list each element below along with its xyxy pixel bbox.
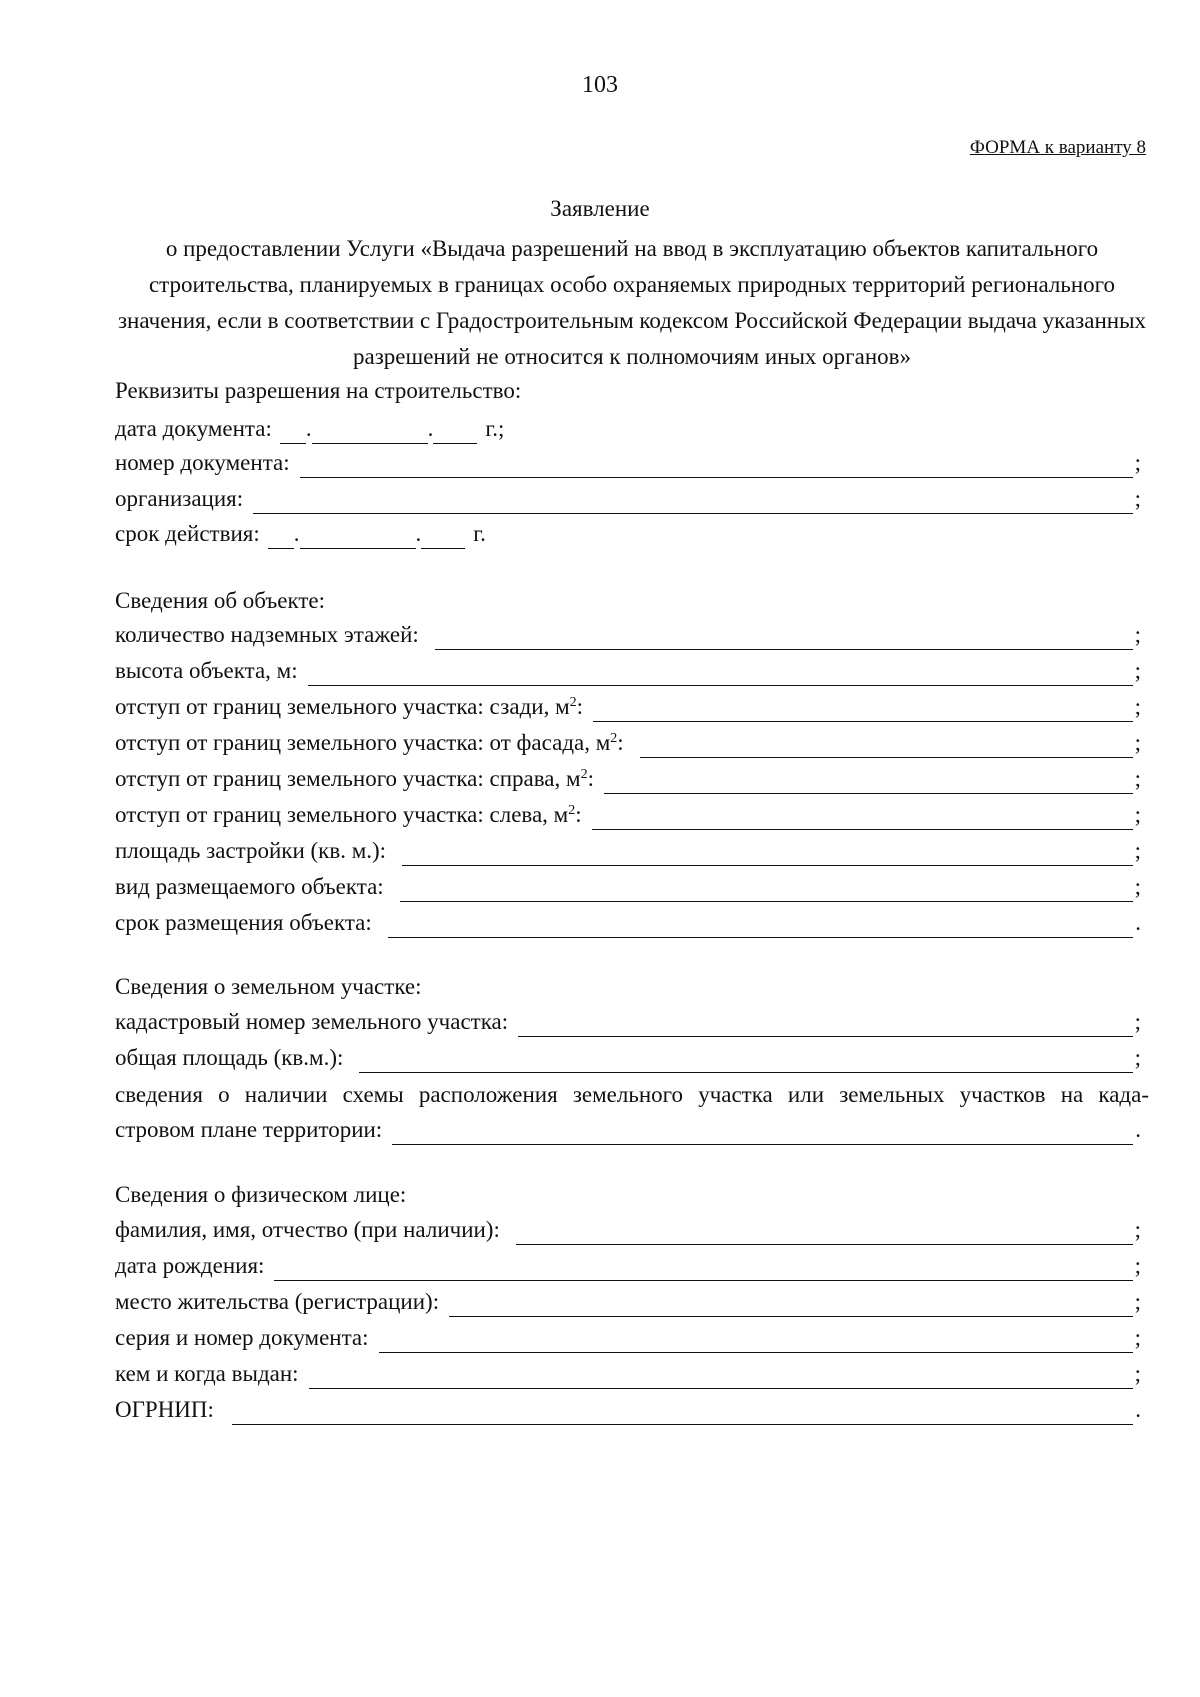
- area-label: общая площадь (кв.м.):: [115, 1045, 344, 1070]
- line-end: ;: [1134, 486, 1141, 511]
- line-end: ;: [1134, 1325, 1141, 1350]
- floors-input-line[interactable]: [435, 625, 1133, 650]
- line-end: ;: [1134, 1045, 1141, 1070]
- organization-input-line[interactable]: [253, 489, 1132, 514]
- cadastral-field[interactable]: [115, 1007, 1141, 1037]
- date-separator: .: [415, 521, 422, 546]
- birth-date-input-line[interactable]: [274, 1256, 1132, 1281]
- issued-input-line[interactable]: [309, 1364, 1133, 1389]
- line-end: ;: [1134, 874, 1141, 899]
- line-end: ;: [1134, 1217, 1141, 1242]
- birth-date-field[interactable]: [115, 1251, 1141, 1281]
- object-type-field[interactable]: [115, 872, 1141, 902]
- setback-rear-field[interactable]: [115, 692, 1141, 722]
- line-end: ;: [1134, 730, 1141, 755]
- page-number: 103: [582, 72, 618, 98]
- organization-label: организация:: [115, 486, 244, 511]
- doc-number-input-line[interactable]: [300, 453, 1133, 478]
- height-input-line[interactable]: [308, 661, 1133, 686]
- organization-field[interactable]: [115, 484, 1141, 514]
- setback-rear-label: отступ от границ земельного участка: сзади, $м^2$:: [115, 694, 584, 719]
- height-field[interactable]: [115, 656, 1141, 686]
- floors-label: количество надземных этажей:: [115, 622, 419, 647]
- scheme-note: сведения о наличии схемы расположения земельного участка или земельных участков на када-: [115, 1082, 1149, 1107]
- line-end: .: [1135, 910, 1141, 935]
- line-end: ;: [1134, 1009, 1141, 1034]
- line-end: ;: [1134, 450, 1141, 475]
- line-end: ;: [1134, 658, 1141, 683]
- validity-month-blank[interactable]: [300, 526, 416, 549]
- setback-left-input-line[interactable]: [592, 805, 1133, 830]
- placement-term-label: срок размещения объекта:: [115, 910, 372, 935]
- setback-left-field[interactable]: [115, 800, 1141, 830]
- validity-field[interactable]: [115, 519, 486, 549]
- doc-date-year-blank[interactable]: [433, 421, 477, 444]
- birth-date-label: дата рождения:: [115, 1253, 265, 1278]
- line-end: ;: [1134, 802, 1141, 827]
- residence-field[interactable]: [115, 1287, 1141, 1317]
- setback-front-input-line[interactable]: [640, 733, 1133, 758]
- line-end: ;: [1134, 622, 1141, 647]
- ogrnip-field[interactable]: [115, 1395, 1141, 1425]
- line-end: ;: [1134, 766, 1141, 791]
- line-end: ;: [1134, 1289, 1141, 1314]
- section-heading-land: Сведения о земельном участке:: [115, 974, 422, 999]
- line-end: ;: [1134, 838, 1141, 863]
- doc-date-day-blank[interactable]: [280, 421, 306, 444]
- residence-label: место жительства (регистрации):: [115, 1289, 440, 1314]
- setback-right-field[interactable]: [115, 764, 1141, 794]
- setback-rear-input-line[interactable]: [593, 697, 1133, 722]
- setback-front-field[interactable]: [115, 728, 1141, 758]
- section-heading-object: Сведения об объекте:: [115, 588, 326, 613]
- line-end: .: [1135, 1397, 1141, 1422]
- built-area-label: площадь застройки (кв. м.):: [115, 838, 387, 863]
- ogrnip-input-line[interactable]: [232, 1400, 1133, 1425]
- doc-date-field[interactable]: [115, 414, 504, 444]
- doc-series-input-line[interactable]: [379, 1328, 1133, 1353]
- form-variant-label: ФОРМА к варианту 8: [969, 137, 1146, 158]
- built-area-input-line[interactable]: [402, 841, 1133, 866]
- scheme-field[interactable]: [115, 1115, 1141, 1145]
- doc-number-label: номер документа:: [115, 450, 290, 475]
- doc-number-field[interactable]: [115, 448, 1141, 478]
- issued-field[interactable]: [115, 1359, 1141, 1389]
- validity-suffix: г.: [473, 521, 486, 546]
- object-type-label: вид размещаемого объекта:: [115, 874, 384, 899]
- built-area-field[interactable]: [115, 836, 1141, 866]
- line-end: ;: [1134, 1253, 1141, 1278]
- line-end: ;: [1134, 1361, 1141, 1386]
- placement-term-input-line[interactable]: [388, 913, 1133, 938]
- cadastral-input-line[interactable]: [518, 1012, 1132, 1037]
- validity-year-blank[interactable]: [421, 526, 465, 549]
- line-end: ;: [1134, 694, 1141, 719]
- setback-front-label: отступ от границ земельного участка: от фасада, $м^2$:: [115, 730, 624, 755]
- document-subtitle: о предоставлении Услуги «Выдача разрешений на ввод в эксплуатацию объектов капитального строительства, планируемых в границах особо охраняемых природных территорий регионального значения, если в соответствии с Градостроительным кодексом Российской Федерации выдача указанных разрешений не относится к полномочиям иных органов»: [117, 236, 1147, 369]
- doc-date-month-blank[interactable]: [312, 421, 428, 444]
- doc-date-label: дата документа:: [115, 416, 272, 441]
- doc-series-field[interactable]: [115, 1323, 1141, 1353]
- date-separator: .: [427, 416, 434, 441]
- full-name-label: фамилия, имя, отчество (при наличии):: [115, 1217, 500, 1242]
- cadastral-label: кадастровый номер земельного участка:: [115, 1009, 509, 1034]
- residence-input-line[interactable]: [449, 1292, 1133, 1317]
- doc-series-label: серия и номер документа:: [115, 1325, 369, 1350]
- scheme-input-line[interactable]: [392, 1120, 1133, 1145]
- setback-right-input-line[interactable]: [604, 769, 1133, 794]
- full-name-input-line[interactable]: [516, 1220, 1133, 1245]
- setback-right-label: отступ от границ земельного участка: справа, $м^2$:: [115, 766, 594, 791]
- validity-day-blank[interactable]: [268, 526, 294, 549]
- scheme-label: стровом плане территории:: [115, 1117, 383, 1142]
- full-name-field[interactable]: [115, 1215, 1141, 1245]
- area-input-line[interactable]: [359, 1048, 1132, 1073]
- section-heading-person: Сведения о физическом лице:: [115, 1182, 407, 1207]
- issued-label: кем и когда выдан:: [115, 1361, 299, 1386]
- document-title: Заявление: [550, 196, 650, 221]
- line-end: .: [1135, 1117, 1141, 1142]
- floors-field[interactable]: [115, 620, 1141, 650]
- doc-date-suffix: г.;: [485, 416, 505, 441]
- object-type-input-line[interactable]: [400, 877, 1133, 902]
- validity-label: срок действия:: [115, 521, 260, 546]
- placement-term-field[interactable]: [115, 908, 1141, 938]
- section-heading-permit: Реквизиты разрешения на строительство:: [115, 378, 522, 403]
- setback-left-label: отступ от границ земельного участка: слева, $м^2$:: [115, 802, 582, 827]
- area-field[interactable]: [115, 1043, 1141, 1073]
- date-separator: .: [293, 521, 300, 546]
- height-label: высота объекта, м:: [115, 658, 298, 683]
- ogrnip-label: ОГРНИП:: [115, 1397, 214, 1422]
- date-separator: .: [305, 416, 312, 441]
